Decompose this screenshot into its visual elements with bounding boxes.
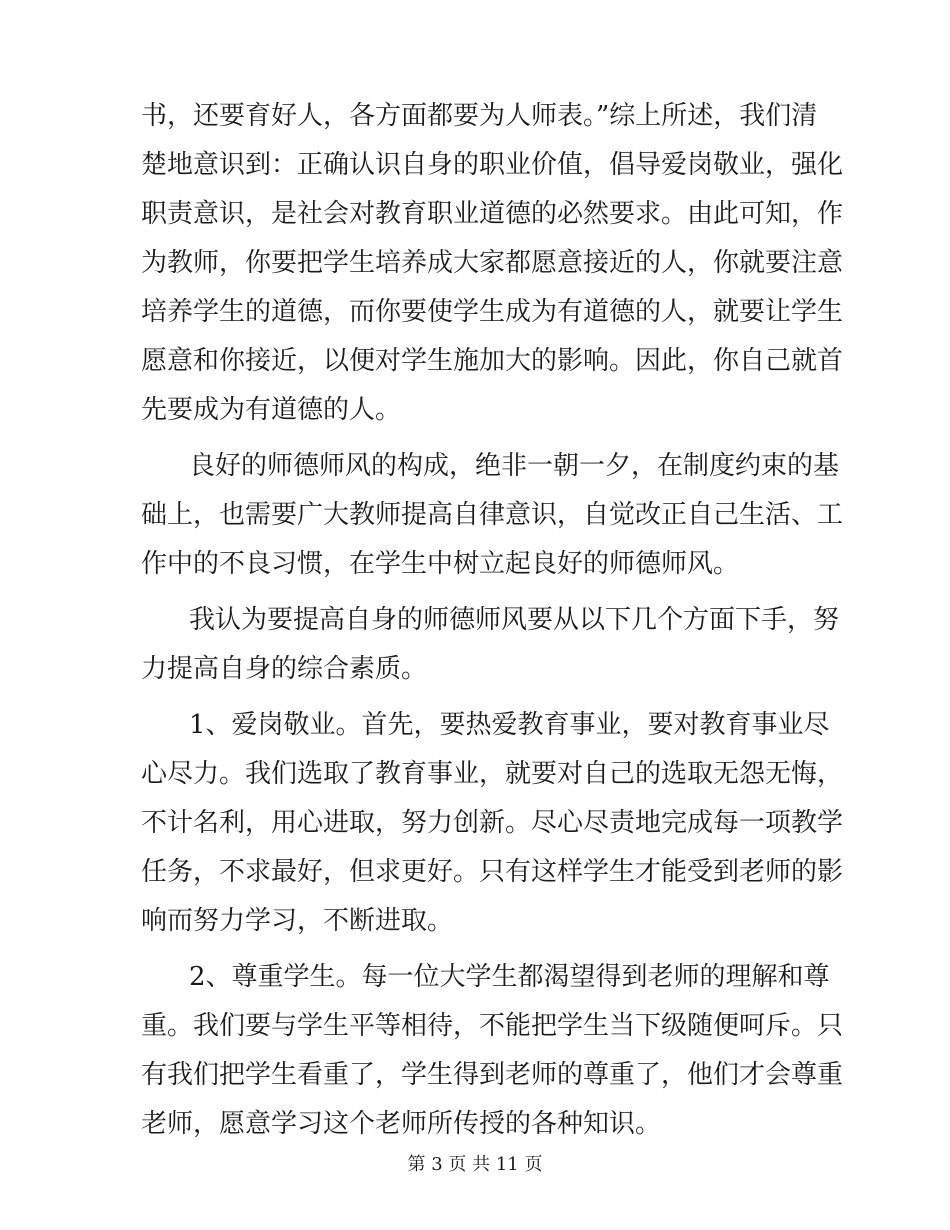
text-line: 愿意和你接近，以便对学生施加大的影响。因此，你自己就首 bbox=[141, 346, 844, 376]
text-line: 书，还要育好人，各方面都要为人师表。”综上所述，我们清 bbox=[141, 101, 818, 131]
text-line: 楚地意识到：正确认识自身的职业价值，倡导爱岗敬业，强化 bbox=[141, 150, 844, 180]
paragraph-1 bbox=[141, 92, 844, 435]
text-line: 培养学生的道德，而你要使学生成为有道德的人，就要让学生 bbox=[141, 297, 844, 327]
text-line: 良好的师德师风的构成，绝非一朝一夕，在制度约束的基 bbox=[189, 451, 840, 481]
text-line: 为教师，你要把学生培养成大家都愿意接近的人，你就要注意 bbox=[141, 248, 844, 278]
text-line: 先要成为有道德的人。 bbox=[141, 395, 402, 425]
paragraph-5 bbox=[141, 953, 844, 1149]
text-line: 作中的不良习惯，在学生中树立起良好的师德师风。 bbox=[141, 549, 740, 579]
page-number-footer: 第 3 页 共 11 页 bbox=[407, 1154, 543, 1175]
text-line: 职责意识，是社会对教育职业道德的必然要求。由此可知，作 bbox=[141, 199, 844, 229]
text-line: 响而努力学习，不断进取。 bbox=[141, 906, 454, 936]
text-line: 1、爱岗敬业。首先，要热爱教育事业，要对教育事业尽 bbox=[189, 710, 830, 740]
paragraph-3 bbox=[141, 596, 840, 694]
document-body bbox=[141, 92, 844, 1149]
text-line: 我认为要提高自身的师德师风要从以下几个方面下手，努 bbox=[189, 605, 840, 635]
text-line: 心尽力。我们选取了教育事业，就要对自己的选取无怨无悔， bbox=[141, 759, 844, 789]
text-line: 重。我们要与学生平等相待，不能把学生当下级随便呵斥。只 bbox=[141, 1011, 844, 1041]
text-line: 力提高自身的综合素质。 bbox=[141, 654, 428, 684]
paragraph-2 bbox=[141, 442, 844, 589]
text-line: 任务，不求最好，但求更好。只有这样学生才能受到老师的影 bbox=[141, 857, 844, 887]
paragraph-4 bbox=[141, 701, 844, 946]
text-line: 有我们把学生看重了，学生得到老师的尊重了，他们才会尊重 bbox=[141, 1060, 844, 1090]
text-line: 础上，也需要广大教师提高自律意识，自觉改正自己生活、工 bbox=[141, 500, 844, 530]
text-line: 老师，愿意学习这个老师所传授的各种知识。 bbox=[141, 1109, 662, 1139]
text-line: 2、尊重学生。每一位大学生都渴望得到老师的理解和尊 bbox=[189, 962, 830, 992]
text-line: 不计名利，用心进取，努力创新。尽心尽责地完成每一项教学 bbox=[141, 808, 844, 838]
